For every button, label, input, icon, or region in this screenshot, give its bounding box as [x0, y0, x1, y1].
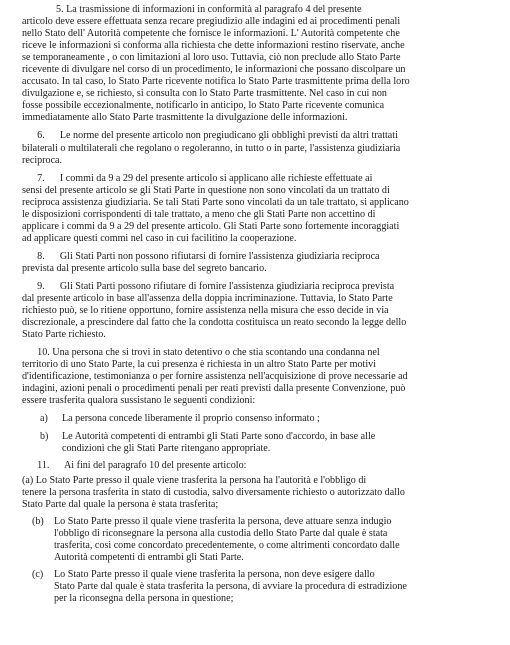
text-line: indagini, azioni penali o procedimenti penali per reati previsti dalla presente Convenzione, può [22, 383, 406, 395]
text-line: 11. Ai fini del paragrafo 10 del presente articolo: [22, 459, 247, 471]
text-line: Lo Stato Parte presso il quale viene trasferita la persona, non deve esigere dallo [54, 568, 375, 580]
list-marker: (c) [32, 568, 44, 580]
text-line: ad applicare questi commi nel caso in cui facilitino la cooperazione. [22, 232, 297, 244]
paragraph-11 [22, 460, 498, 472]
text-line [22, 475, 498, 487]
text-line: Stato Parte dal quale la persona è stata trasferita; [22, 498, 219, 510]
text-line: Autorità competenti di entrambi gli Stati Parte. [54, 551, 244, 563]
list-marker: b) [40, 430, 49, 442]
text-line: reciproca assistenza giudiziaria. Se tali Stati Parte sono vincolati da un tale trattato, si applicano [22, 196, 409, 208]
text-line: 10. Una persona che si trovi in stato detentivo o che stia scontando una condanna nel [22, 347, 380, 359]
list-item [22, 475, 498, 511]
text-line: Stato Parte richiesto. [22, 329, 106, 341]
text-line: bilaterali o multilaterali che regolano o regoleranno, in tutto o in parte, l'assistenza giudiziaria [22, 142, 401, 154]
text-line: d'identificazione, testimonianza o per fornire assistenza nell'acquisizione di prove necessarie ad [22, 371, 408, 383]
conditions-list [22, 413, 498, 454]
text-line: essere trasferita qualora sussistano le seguenti condizioni: [22, 395, 256, 407]
text-line: reciproca. [22, 154, 63, 166]
paragraph-9 [22, 281, 498, 341]
list-marker: a) [40, 413, 48, 425]
text-line: nello Stato dell' Autorità competente che fornisce le informazioni. L' Autorità competente che [22, 28, 400, 40]
list-item-text [54, 569, 498, 605]
list-item [22, 516, 498, 564]
text-line: applicare i commi da 9 a 29 del presente articolo. Gli Stati Parte sono fortemente incoraggiati [22, 220, 400, 232]
text-line: 7. I commi da 9 a 29 del presente articolo si applicano alle richieste effettuate ai [22, 172, 373, 184]
text-line: Le Autorità competenti di entrambi gli Stati Parte sono d'accordo, in base alle [62, 430, 376, 442]
text-line: territorio di uno Stato Parte, la cui presenza è richiesta in un altro Stato Parte per motivi [22, 359, 377, 371]
paragraph-10 [22, 347, 498, 407]
paragraph-5 [22, 4, 498, 124]
text-line: tenere la persona trasferita in stato di custodia, salvo diversamente richiesto o autorizzato dallo [22, 486, 405, 498]
list-item-text [54, 516, 498, 564]
list-item-first-line: Lo Stato Parte presso il quale viene trasferita la persona ha l'autorità e l'obbligo di [35, 474, 367, 486]
paragraph-8 [22, 251, 498, 275]
text-line: divulgazione e, se richiesto, si consulta con lo Stato Parte trasmittente. Nel caso in cui non [22, 88, 387, 100]
text-line: 5. La trasmissione di informazioni in conformità al paragrafo 4 del presente [56, 4, 362, 15]
text-line: fosse possibile eccezionalmente, notificarlo in anticipo, lo Stato Parte ricevente comunica [22, 100, 385, 112]
list-item [22, 569, 498, 605]
text-line: accusato. In tal caso, lo Stato Parte ricevente notifica lo Stato Parte trasmittente prima della loro [22, 76, 410, 88]
text-line: condizioni che gli Stati Parte ritengano appropriate. [62, 442, 271, 454]
paragraph-11-items [22, 475, 498, 605]
text-line: sensi del presente articolo se gli Stati Parte in questione non sono vincolati da un trattato di [22, 184, 390, 196]
text-line: immediatamente allo Stato Parte trasmittente la divulgazione delle informazioni. [22, 112, 348, 124]
text-line: discrezionale, a prescindere dal fatto che la condotta costituisca un reato secondo la legge dello [22, 317, 407, 329]
text-line: per la riconsegna della persona in questione; [54, 593, 234, 605]
list-marker: (a) [22, 474, 34, 486]
list-item [40, 431, 498, 455]
paragraph-6 [22, 130, 498, 166]
text-line: ricevente di divulgare nel corso di un procedimento, le informazioni che possano discolpare un [22, 64, 406, 76]
text-line: 9. Gli Stati Parti possono rifiutare di fornire l'assistenza giudiziaria reciproca prevista [22, 280, 395, 292]
text-line: 8. Gli Stati Parti non possono rifiutarsi di fornire l'assistenza giudiziaria reciproca [22, 250, 380, 262]
text-line: La persona concede liberamente il proprio consenso informato ; [62, 413, 320, 425]
text-line: trasferita, così come concordato precedentemente, o come altrimenti concordato dalle [54, 539, 400, 551]
text-line: riceve le informazioni si conforma alla richiesta che dette informazioni restino riservate, anche [22, 40, 405, 52]
text-line: articolo deve essere effettuata senza recare pregiudizio alle indagini ed ai procedimenti penali [22, 16, 401, 28]
list-item-text [62, 413, 498, 425]
list-item-text [62, 431, 498, 455]
text-line: l'obbligo di riconsegnare la persona alla custodia dello Stato Parte dal quale è stata [54, 527, 388, 539]
text-line: se temporaneamente , o con limitazioni al loro uso. Tuttavia, ciò non preclude allo Stato Parte [22, 52, 401, 64]
list-marker: (b) [32, 515, 44, 527]
text-line: Lo Stato Parte presso il quale viene trasferita la persona, deve attuare senza indugio [54, 515, 392, 527]
text-line: dal presente articolo in base all'assenza della doppia incriminazione. Tuttavia, lo Stato Parte [22, 293, 393, 305]
text-line: le disposizioni corrispondenti di tale trattato, a meno che gli Stati Parte non accettino di [22, 208, 376, 220]
list-item [40, 413, 498, 425]
text-line: richiesto può, se lo ritiene opportuno, fornire assistenza nella misura che esso decide in via [22, 305, 389, 317]
text-line: prevista dal presente articolo sulla base del segreto bancario. [22, 262, 267, 274]
text-line: 6. Le norme del presente articolo non pregiudicano gli obblighi previsti da altri trattati [22, 130, 398, 142]
text-line: Stato Parte dal quale è stata trasferita la persona, di avviare la procedura di estradizione [54, 581, 407, 593]
list-item-text [22, 475, 498, 511]
paragraph-7 [22, 173, 498, 245]
